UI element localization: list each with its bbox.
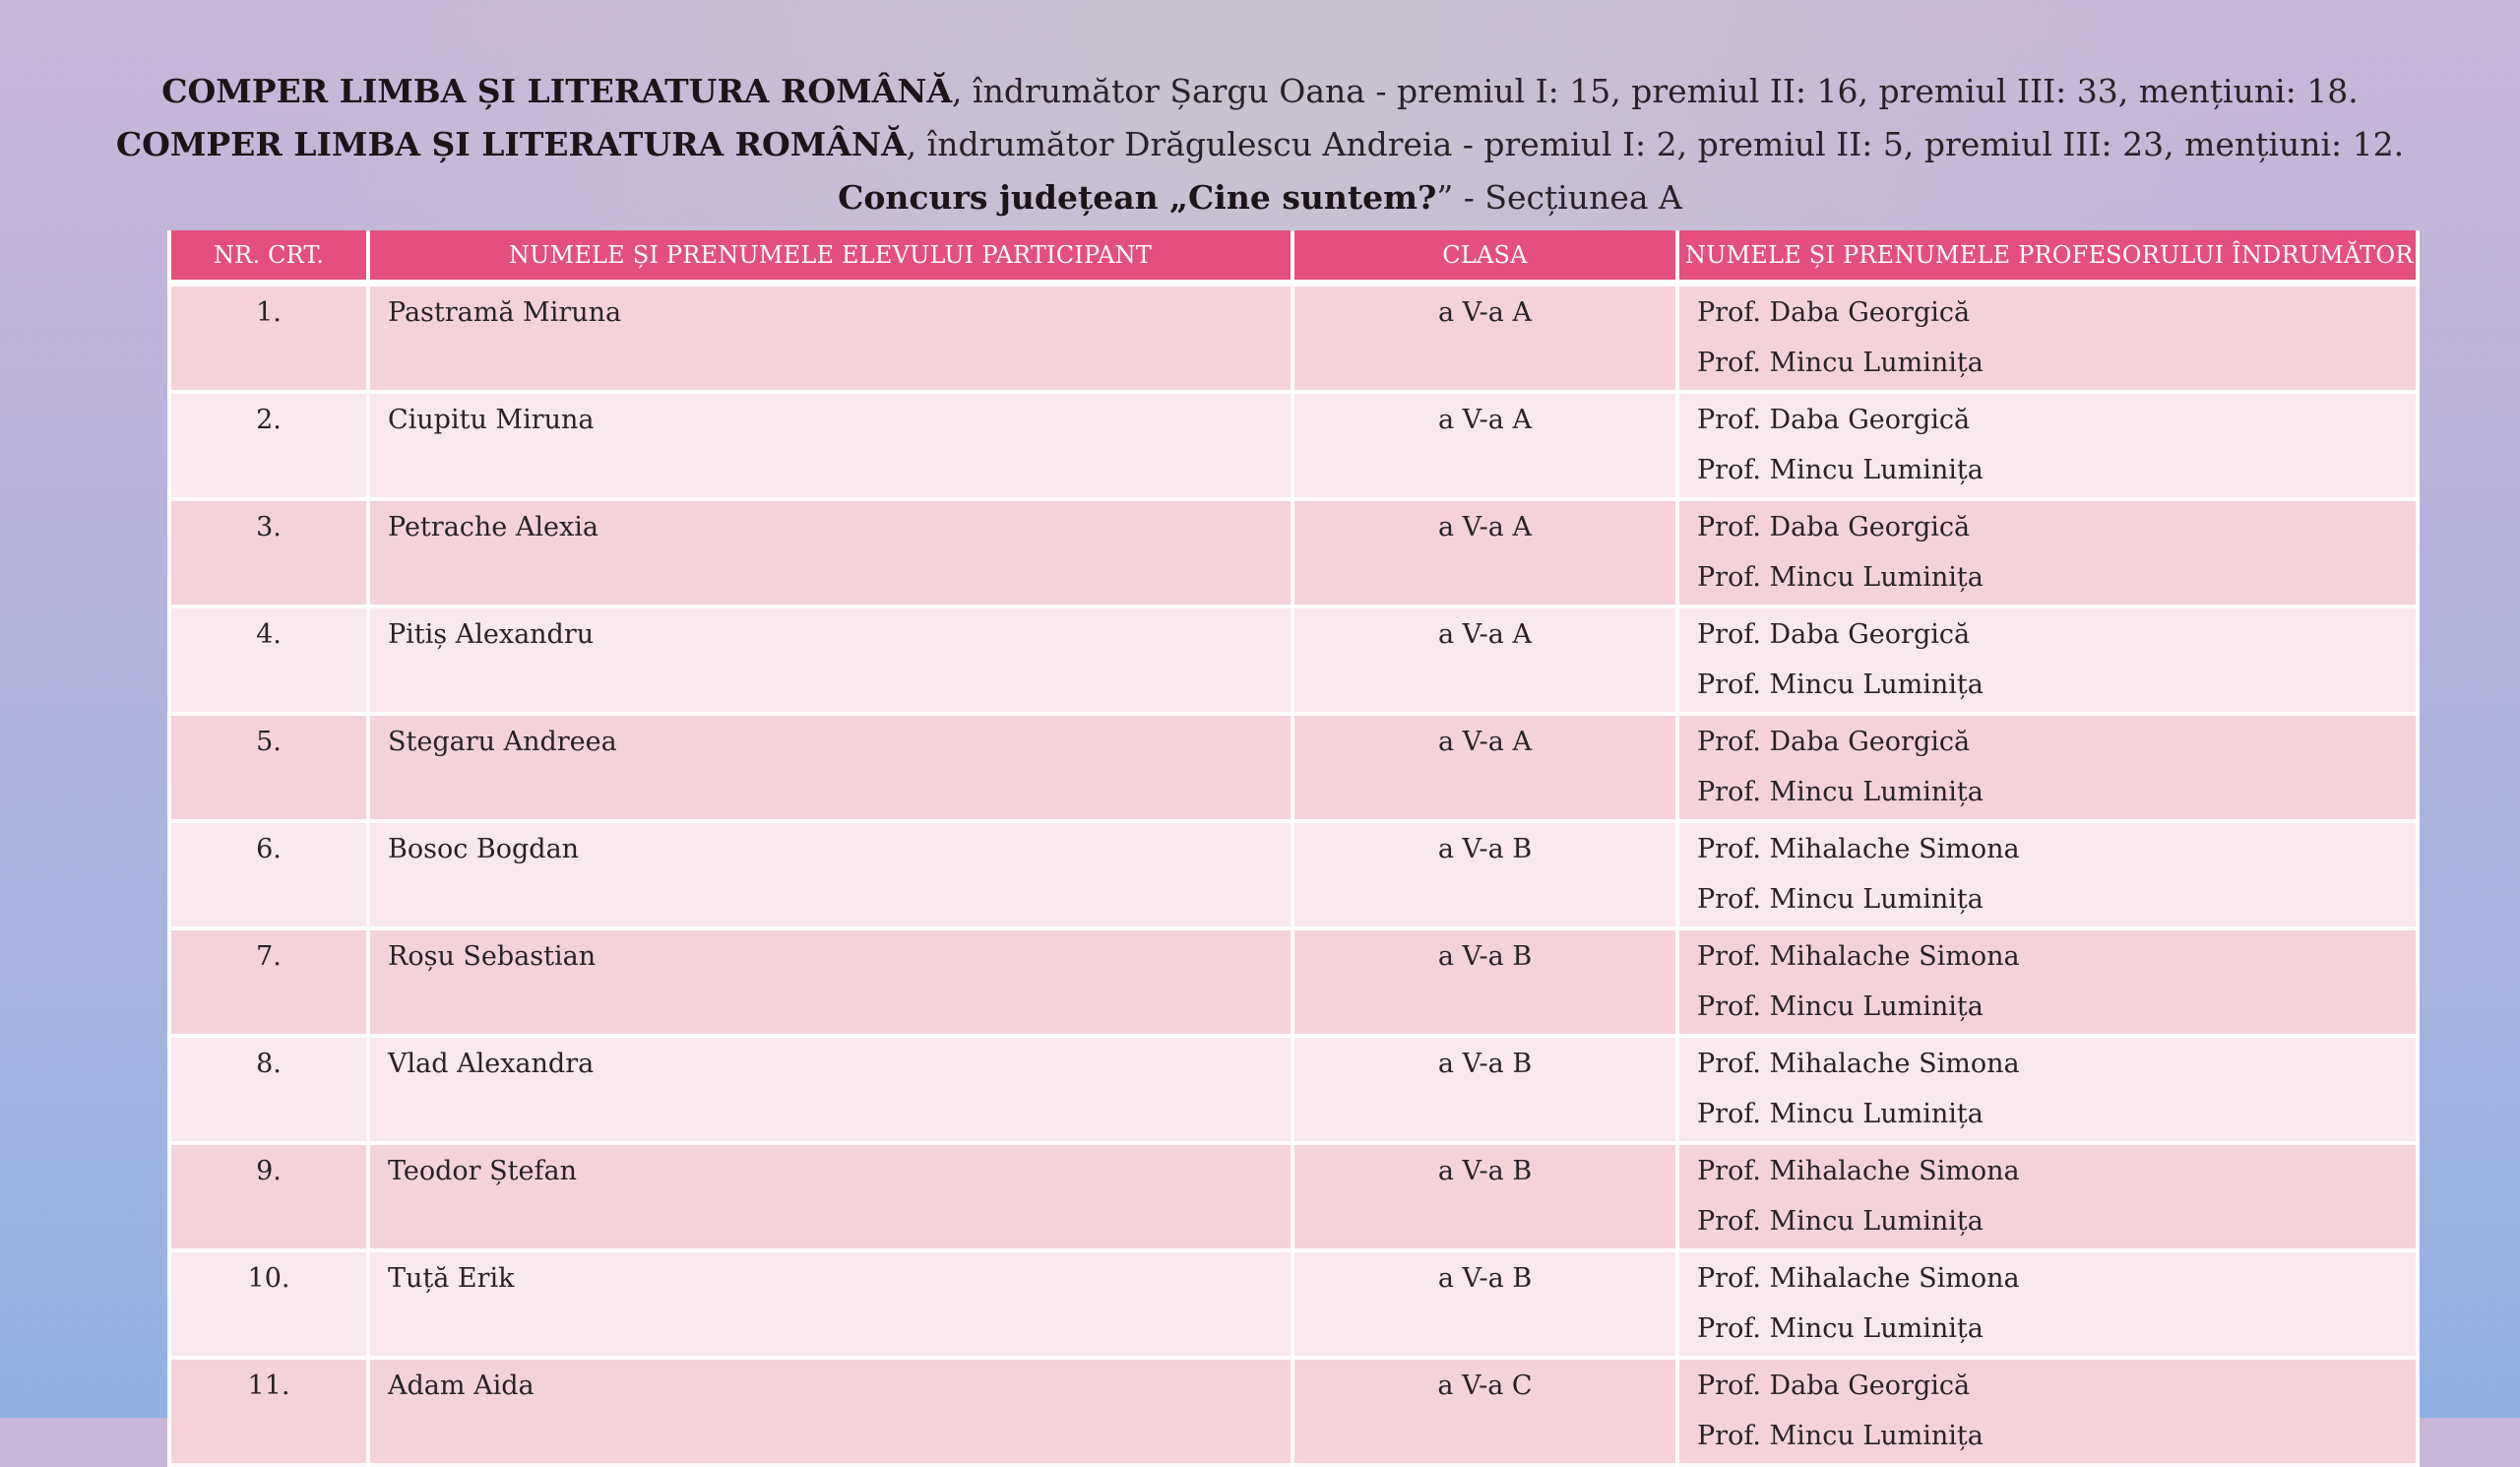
- row-number-cell: [169, 499, 368, 606]
- row-number-cell: [169, 1358, 368, 1465]
- class-cell: [1292, 392, 1677, 499]
- class-name: a V-a B: [1437, 834, 1533, 864]
- teacher-cell: [1677, 1250, 2418, 1358]
- teacher-name-1: Prof. Daba Georgică: [1697, 512, 1971, 542]
- row-number: 1.: [256, 297, 282, 328]
- student-name: Stegaru Andreea: [388, 727, 617, 757]
- table-row: [169, 1250, 2418, 1358]
- table-row: [169, 392, 2418, 499]
- row-number: 3.: [256, 512, 282, 542]
- teacher-name-1: Prof. Daba Georgică: [1697, 405, 1971, 435]
- table-row: [169, 284, 2418, 393]
- row-number: 10.: [247, 1263, 290, 1294]
- header-line-2: [0, 118, 2520, 171]
- student-name: Teodor Ștefan: [388, 1156, 577, 1186]
- column-header-teacher: NUMELE ȘI PRENUMELE PROFESORULUI ÎNDRUMĂTOR: [1677, 230, 2418, 284]
- teacher-cell: [1677, 821, 2418, 928]
- class-name: a V-a B: [1437, 1156, 1533, 1186]
- student-name-cell: [368, 1250, 1292, 1358]
- class-cell: [1292, 1143, 1677, 1250]
- table-row: [169, 1358, 2418, 1465]
- table-row: [169, 606, 2418, 714]
- row-number-cell: [169, 1143, 368, 1250]
- row-number: 8.: [256, 1049, 282, 1079]
- header-line-1: [0, 65, 2520, 118]
- column-header-student: NUMELE ȘI PRENUMELE ELEVULUI PARTICIPANT: [368, 230, 1292, 284]
- class-cell: [1292, 928, 1677, 1036]
- teacher-name-2: Prof. Mincu Luminița: [1697, 1421, 1984, 1451]
- teacher-name-1: Prof. Mihalache Simona: [1697, 834, 2020, 864]
- student-name-cell: [368, 284, 1292, 393]
- class-cell: [1292, 606, 1677, 714]
- row-number-cell: [169, 714, 368, 821]
- row-number: 7.: [256, 941, 282, 972]
- class-cell: [1292, 1036, 1677, 1143]
- teacher-name-1: Prof. Daba Georgică: [1697, 297, 1971, 328]
- teacher-name-1: Prof. Mihalache Simona: [1697, 1156, 2020, 1186]
- row-number-cell: [169, 1250, 368, 1358]
- student-name: Pitiș Alexandru: [388, 619, 595, 650]
- teacher-name-2: Prof. Mincu Luminița: [1697, 1206, 1984, 1237]
- header-line-2-bold: COMPER LIMBA ȘI LITERATURA ROMÂNĂ: [115, 125, 907, 163]
- student-name: Tuță Erik: [388, 1263, 515, 1294]
- teacher-name-2: Prof. Mincu Luminița: [1697, 562, 1984, 593]
- teacher-cell: [1677, 284, 2418, 393]
- teacher-cell: [1677, 606, 2418, 714]
- header-line-3-rest: ” - Secțiunea A: [1436, 178, 1682, 217]
- row-number: 11.: [247, 1371, 290, 1401]
- header-line-3-bold: Concurs județean „Cine suntem?: [838, 178, 1437, 217]
- row-number: 2.: [256, 405, 282, 435]
- student-name: Roșu Sebastian: [388, 941, 597, 972]
- class-cell: [1292, 1358, 1677, 1465]
- teacher-name-2: Prof. Mincu Luminița: [1697, 777, 1984, 807]
- row-number-cell: [169, 606, 368, 714]
- teacher-name-2: Prof. Mincu Luminița: [1697, 455, 1984, 485]
- row-number-cell: [169, 928, 368, 1036]
- class-name: a V-a A: [1437, 297, 1532, 328]
- class-cell: [1292, 499, 1677, 606]
- row-number-cell: [169, 821, 368, 928]
- row-number: 5.: [256, 727, 282, 757]
- row-number: 9.: [256, 1156, 282, 1186]
- table-row: [169, 928, 2418, 1036]
- teacher-cell: [1677, 1358, 2418, 1465]
- table-header-row: [169, 230, 2418, 284]
- student-name-cell: [368, 821, 1292, 928]
- row-number-cell: [169, 1036, 368, 1143]
- header-line-2-rest: , îndrumător Drăgulescu Andreia - premiul I: 2, premiul II: 5, premiul III: 23, mențiuni: 12.: [906, 125, 2405, 163]
- class-name: a V-a B: [1437, 1049, 1533, 1079]
- student-name: Vlad Alexandra: [388, 1049, 595, 1079]
- teacher-cell: [1677, 392, 2418, 499]
- class-name: a V-a A: [1437, 727, 1532, 757]
- teacher-name-1: Prof. Mihalache Simona: [1697, 1263, 2020, 1294]
- class-name: a V-a A: [1437, 405, 1532, 435]
- participants-table: [167, 230, 2420, 1467]
- table-row: [169, 1143, 2418, 1250]
- table-row: [169, 499, 2418, 606]
- header-line-1-rest: , îndrumător Șargu Oana - premiul I: 15, premiul II: 16, premiul III: 33, mențiuni: 18.: [952, 72, 2359, 110]
- student-name-cell: [368, 499, 1292, 606]
- header-line-3: [0, 171, 2520, 224]
- student-name-cell: [368, 1143, 1292, 1250]
- column-header-class: CLASA: [1292, 230, 1677, 284]
- teacher-name-2: Prof. Mincu Luminița: [1697, 884, 1984, 915]
- teacher-cell: [1677, 714, 2418, 821]
- class-cell: [1292, 1250, 1677, 1358]
- teacher-cell: [1677, 1036, 2418, 1143]
- class-name: a V-a A: [1437, 619, 1532, 650]
- student-name-cell: [368, 714, 1292, 821]
- teacher-name-1: Prof. Mihalache Simona: [1697, 1049, 2020, 1079]
- header-line-1-bold: COMPER LIMBA ȘI LITERATURA ROMÂNĂ: [161, 72, 953, 110]
- student-name: Adam Aida: [388, 1371, 535, 1401]
- teacher-name-2: Prof. Mincu Luminița: [1697, 1099, 1984, 1129]
- student-name-cell: [368, 1358, 1292, 1465]
- column-header-nr: NR. CRT.: [169, 230, 368, 284]
- class-cell: [1292, 284, 1677, 393]
- student-name-cell: [368, 1036, 1292, 1143]
- row-number: 6.: [256, 834, 282, 864]
- student-name: Ciupitu Miruna: [388, 405, 595, 435]
- teacher-name-2: Prof. Mincu Luminița: [1697, 670, 1984, 700]
- row-number: 4.: [256, 619, 282, 650]
- table-row: [169, 1036, 2418, 1143]
- teacher-name-2: Prof. Mincu Luminița: [1697, 1313, 1984, 1344]
- class-name: a V-a B: [1437, 941, 1533, 972]
- class-cell: [1292, 714, 1677, 821]
- teacher-name-1: Prof. Daba Georgică: [1697, 727, 1971, 757]
- student-name-cell: [368, 606, 1292, 714]
- student-name-cell: [368, 928, 1292, 1036]
- table-body: [169, 284, 2418, 1466]
- teacher-name-2: Prof. Mincu Luminița: [1697, 991, 1984, 1022]
- teacher-cell: [1677, 928, 2418, 1036]
- student-name: Petrache Alexia: [388, 512, 598, 542]
- table-row: [169, 714, 2418, 821]
- class-name: a V-a C: [1437, 1371, 1533, 1401]
- table-row: [169, 821, 2418, 928]
- row-number-cell: [169, 392, 368, 499]
- class-name: a V-a B: [1437, 1263, 1533, 1294]
- row-number-cell: [169, 284, 368, 393]
- class-name: a V-a A: [1437, 512, 1532, 542]
- teacher-cell: [1677, 499, 2418, 606]
- student-name: Pastramă Miruna: [388, 297, 622, 328]
- teacher-name-2: Prof. Mincu Luminița: [1697, 348, 1984, 378]
- teacher-name-1: Prof. Daba Georgică: [1697, 1371, 1971, 1401]
- header: [0, 65, 2520, 224]
- student-name: Bosoc Bogdan: [388, 834, 580, 864]
- teacher-cell: [1677, 1143, 2418, 1250]
- student-name-cell: [368, 392, 1292, 499]
- teacher-name-1: Prof. Mihalache Simona: [1697, 941, 2020, 972]
- teacher-name-1: Prof. Daba Georgică: [1697, 619, 1971, 650]
- class-cell: [1292, 821, 1677, 928]
